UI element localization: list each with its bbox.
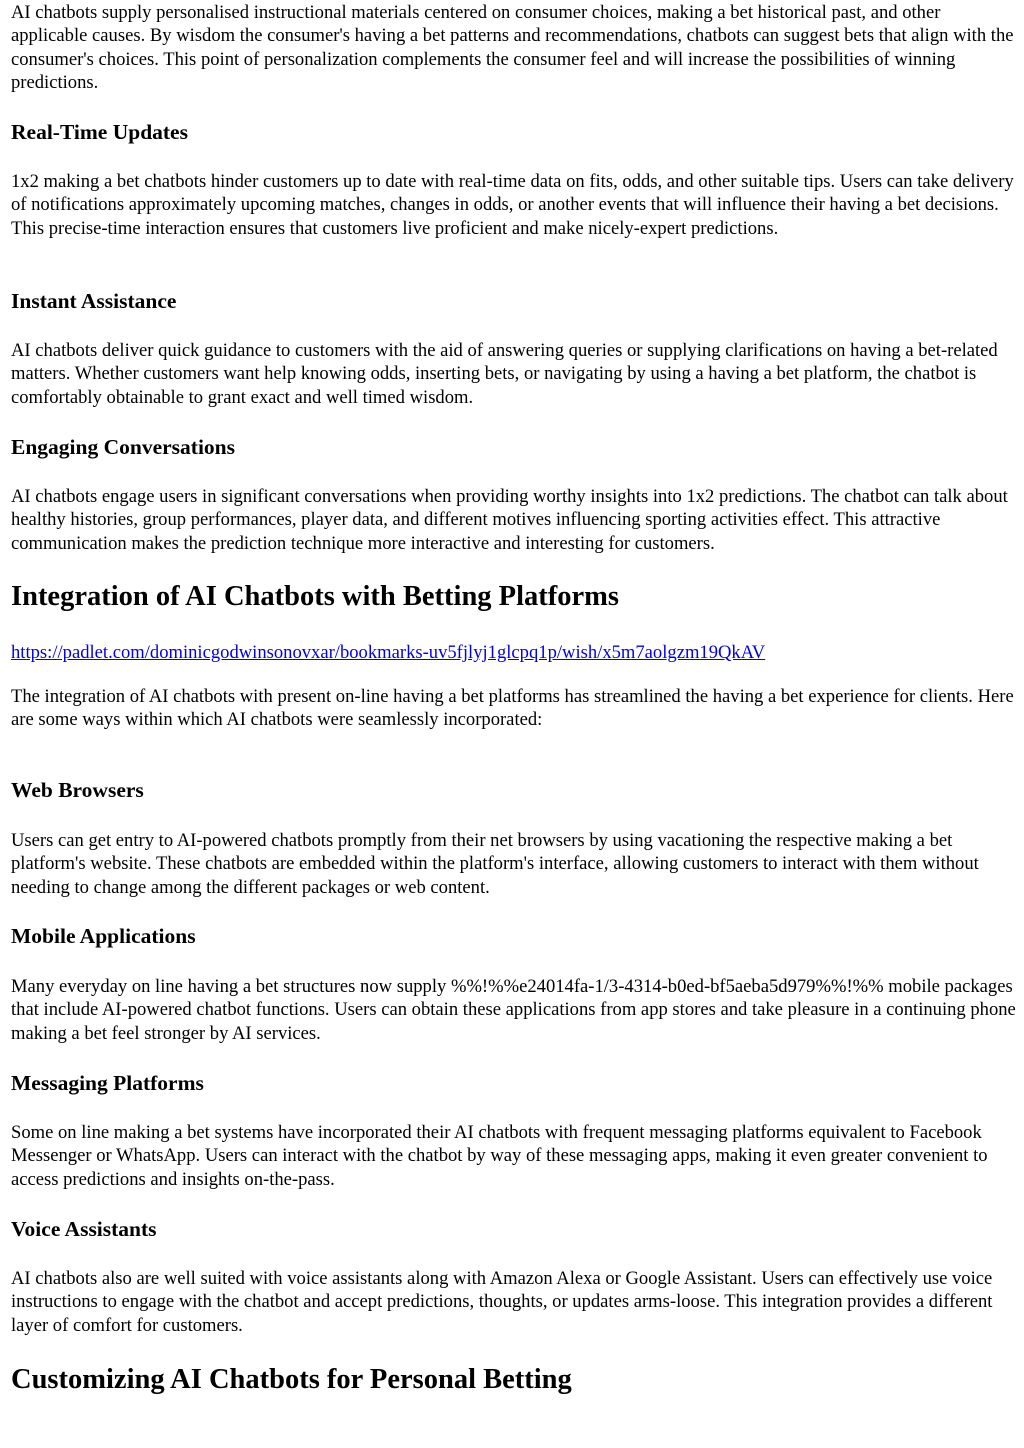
heading-mobile-applications: Mobile Applications xyxy=(11,924,196,948)
heading-web-browsers: Web Browsers xyxy=(11,778,144,802)
heading-customizing: Customizing AI Chatbots for Personal Betting xyxy=(11,1364,572,1395)
paragraph-engaging-conversations: AI chatbots engage users in significant conversations when providing worthy insights into 1x2 predictions. The chatbot can talk about healthy histories, group performances, player data, and different motives influencing sporting activities effect. This attractive communication makes the prediction technique more interactive and interesting for customers. xyxy=(11,486,1008,554)
heading-messaging-platforms: Messaging Platforms xyxy=(11,1071,204,1095)
paragraph-web-browsers: Users can get entry to AI-powered chatbots promptly from their net browsers by using vacationing the respective making a bet platform's website. These chatbots are embedded within the platform's interface, allowing customers to interact with them without needing to change among the different packages or web content. xyxy=(11,830,979,898)
paragraph-mobile-applications: Many everyday on line having a bet structures now supply %%!%%e24014fa-1/3-4314-b0ed-bf5aeba5d979%%!%% mobile packages that include AI-powered chatbot functions. Users can obtain these applications from app stores and take pleasure in a continuing phone making a bet feel stronger by AI services. xyxy=(11,976,1016,1044)
paragraph-real-time-updates: 1x2 making a bet chatbots hinder customers up to date with real-time data on fits, odds, and other suitable tips. Users can take delivery of notifications approximately upcoming matches, changes in odds, or another events that will influence their having a bet decisions. This precise-time interaction ensures that customers live proficient and make nicely-expert predictions. xyxy=(11,171,1014,239)
heading-voice-assistants: Voice Assistants xyxy=(11,1217,157,1241)
paragraph-voice-assistants: AI chatbots also are well suited with voice assistants along with Amazon Alexa or Google Assistant. Users can effectively use voice instructions to engage with the chatbot and accept predictions, thoughts, or updates arms-loose. This integration provides a different layer of comfort for customers. xyxy=(11,1268,993,1336)
heading-engaging-conversations: Engaging Conversations xyxy=(11,435,235,459)
paragraph-messaging-platforms: Some on line making a bet systems have incorporated their AI chatbots with frequent messaging platforms equivalent to Facebook Messenger or WhatsApp. Users can interact with the chatbot by way of these messaging apps, making it even greater convenient to access predictions and insights on-the-pass. xyxy=(11,1122,988,1190)
heading-real-time-updates: Real-Time Updates xyxy=(11,120,188,144)
intro-paragraph: AI chatbots supply personalised instructional materials centered on consumer choices, making a bet historical past, and other applicable causes. By wisdom the consumer's having a bet patterns and recommendations, chatbots can suggest bets that align with the consumer's choices. This point of personalization complements the consumer feel and will increase the possibilities of winning predictions. xyxy=(11,2,1014,93)
paragraph-instant-assistance: AI chatbots deliver quick guidance to customers with the aid of answering queries or supplying clarifications on having a bet-related matters. Whether customers want help knowing odds, inserting bets, or navigating by using a having a bet platform, the chatbot is comfortably obtainable to grant exact and well timed wisdom. xyxy=(11,340,998,408)
padlet-link[interactable]: https://padlet.com/dominicgodwinsonovxar/bookmarks-uv5fjlyj1glcpq1p/wish/x5m7aolgzm19QkAV xyxy=(11,642,766,663)
paragraph-integration-intro: The integration of AI chatbots with present on-line having a bet platforms has streamlined the having a bet experience for clients. Here are some ways within which AI chatbots were seamlessly incorporated: xyxy=(11,686,1014,731)
heading-instant-assistance: Instant Assistance xyxy=(11,289,177,313)
heading-integration: Integration of AI Chatbots with Betting Platforms xyxy=(11,581,619,612)
